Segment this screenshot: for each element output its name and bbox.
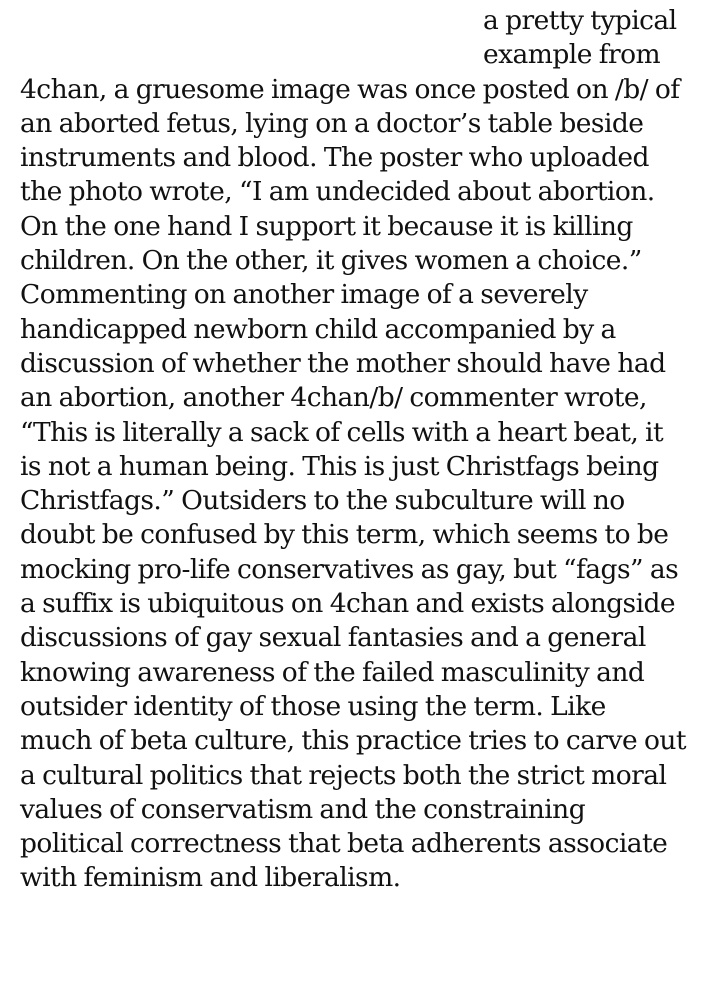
text-line: discussions of gay sexual fantasies and a general <box>20 622 646 654</box>
text-line: doubt be confused by this term, which seems to be <box>20 519 669 551</box>
text-line: children. On the other, it gives women a choice.” <box>20 245 642 277</box>
text-line: “This is literally a sack of cells with a heart beat, it <box>20 416 664 448</box>
text-line: outsider identity of those using the term. Like <box>20 690 606 722</box>
text-line: political correctness that beta adherents associate <box>20 828 668 860</box>
text-line: much of beta culture, this practice tries to carve out <box>20 725 686 757</box>
text-line: Commenting on another image of a severely <box>20 279 588 311</box>
text-line: On the one hand I support it because it is killing <box>20 210 633 242</box>
text-line: knowing awareness of the failed masculinity and <box>20 656 645 688</box>
text-line: instruments and blood. The poster who uploaded <box>20 142 649 174</box>
text-line: values of conservatism and the constraining <box>20 793 586 825</box>
text-line: handicapped newborn child accompanied by a <box>20 313 616 345</box>
text-line: a suffix is ubiquitous on 4chan and exists alongside <box>20 588 676 620</box>
text-line: Christfags.” Outsiders to the subculture will no <box>20 485 625 517</box>
text-line: the photo wrote, “I am undecided about abortion. <box>20 176 655 208</box>
body-paragraph <box>20 4 688 896</box>
text-line: a pretty typical <box>483 5 677 36</box>
text-line: discussion of whether the mother should have had <box>20 347 666 379</box>
text-line: example from <box>483 39 661 71</box>
text-line: is not a human being. This is just Christfags being <box>20 450 659 482</box>
text-line: an abortion, another 4chan/b/ commenter wrote, <box>20 382 647 414</box>
text-line: 4chan, a gruesome image was once posted on /b/ of <box>20 73 680 105</box>
text-line: with feminism and liberalism. <box>20 862 401 894</box>
text-line: a cultural politics that rejects both the strict moral <box>20 759 667 791</box>
text-line: an aborted fetus, lying on a doctor’s table beside <box>20 107 644 139</box>
text-line: mocking pro-life conservatives as gay, but “fags” as <box>20 553 679 585</box>
